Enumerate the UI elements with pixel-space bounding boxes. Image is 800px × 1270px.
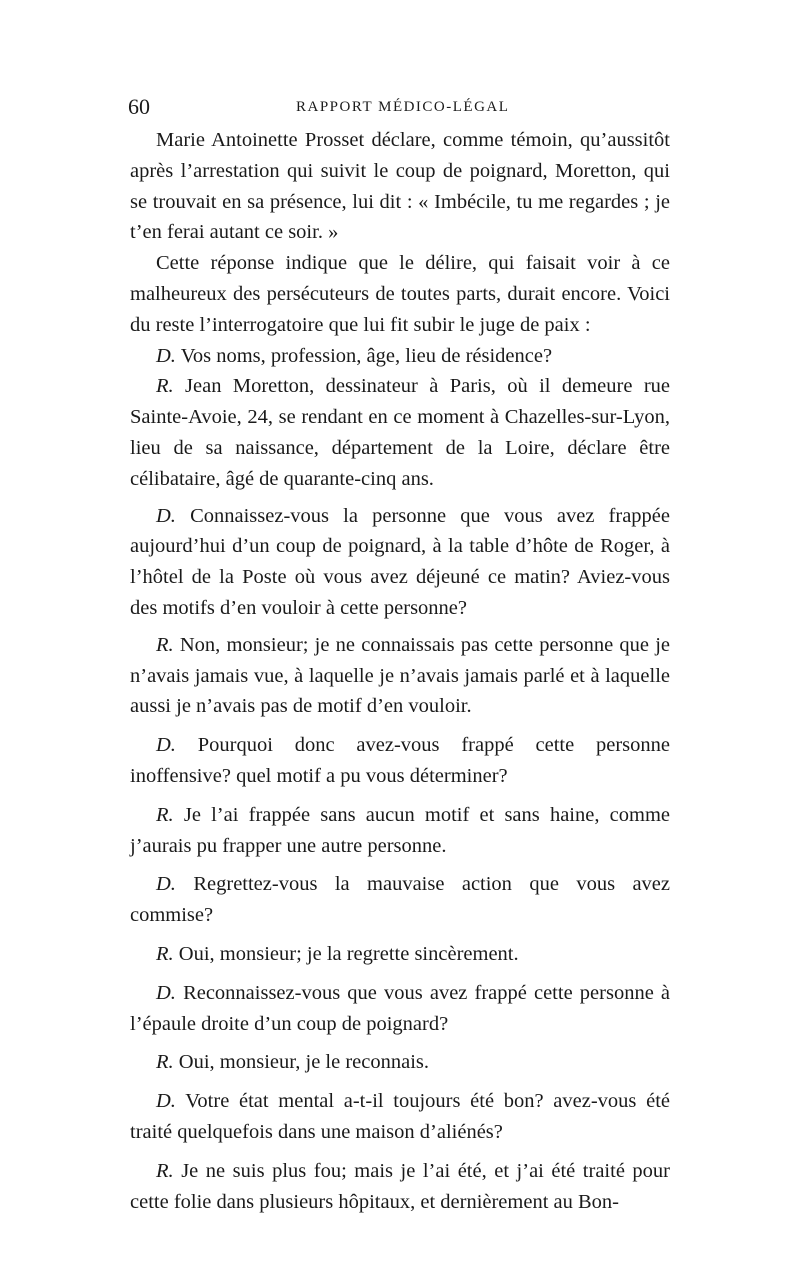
speaker-label: D. (156, 873, 176, 896)
page-header (128, 94, 672, 120)
speaker-label: R. (156, 633, 174, 656)
question-paragraph: D. Pourquoi donc avez-vous frappé cette personne inoffensive? quel motif a pu vous déterminer? (130, 734, 671, 787)
answer-paragraph: R. Non, monsieur; je ne connaissais pas cette personne que je n’avais jamais vue, à laquelle je n’avais jamais parlé et à laquelle aussi je n’avais pas de motif d’en vouloir. (130, 633, 671, 718)
answer-paragraph: R. Oui, monsieur, je le reconnais. (156, 1051, 430, 1074)
speaker-label: R. (156, 803, 174, 826)
speaker-label: D. (156, 344, 176, 367)
speaker-label: R. (156, 375, 174, 398)
speaker-label: R. (156, 1051, 174, 1074)
question-paragraph: D. Votre état mental a-t-il toujours été bon? avez-vous été traité quelquefois dans une maison d’aliénés? (130, 1090, 670, 1143)
page-number: 60 (128, 94, 150, 119)
speaker-label: R. (156, 942, 174, 965)
question-paragraph: D. Connaissez-vous la personne que vous avez frappée aujourd’hui d’un coup de poignard, à la table d’hôte de Roger, à l’hôtel de la Poste où vous avez déjeuné ce matin? Aviez-vous des motifs d’en vouloir à cette personne? (130, 504, 671, 619)
question-paragraph: D. Regrettez-vous la mauvaise action que vous avez commise? (130, 873, 671, 927)
question-paragraph: D. Reconnaissez-vous que vous avez frappé cette personne à l’épaule droite d’un coup de poignard? (130, 981, 671, 1035)
page-body (130, 125, 670, 1217)
paragraph-testimony: Marie Antoinette Prosset déclare, comme témoin, qu’aussitôt après l’arrestation qui suivit le coup de poignard, Moretton, qui se trouvait en sa présence, lui dit : « Imbécile, tu me regardes ; je t’en ferai autant ce soir. » (130, 129, 670, 244)
speaker-label: D. (156, 734, 176, 757)
speaker-label: D. (156, 1090, 176, 1113)
running-head: RAPPORT MÉDICO-LÉGAL (296, 99, 510, 115)
paragraph-commentary: Cette réponse indique que le délire, qui faisait voir à ce malheureux des persécuteurs de toutes parts, durait encore. Voici du reste l’interrogatoire que lui fit subir le juge de paix : (130, 252, 670, 336)
answer-paragraph: R. Jean Moretton, dessinateur à Paris, où il demeure rue Sainte-Avoie, 24, se rendant en ce moment à Chazelles-sur-Lyon, lieu de sa naissance, département de la Loire, déclare être célibataire, âgé de quarante-cinq ans. (130, 375, 670, 490)
speaker-label: D. (156, 981, 176, 1004)
speaker-label: D. (156, 504, 176, 527)
answer-paragraph: R. Je l’ai frappée sans aucun motif et sans haine, comme j’aurais pu frapper une autre personne. (130, 803, 670, 857)
answer-paragraph: R. Je ne suis plus fou; mais je l’ai été, et j’ai été traité pour cette folie dans plusieurs hôpitaux, et dernièrement au Bon- (130, 1159, 671, 1213)
speaker-label: R. (156, 1159, 174, 1182)
question-paragraph: D. Vos noms, profession, âge, lieu de résidence? (156, 344, 553, 367)
answer-paragraph: R. Oui, monsieur; je la regrette sincèrement. (156, 942, 519, 965)
